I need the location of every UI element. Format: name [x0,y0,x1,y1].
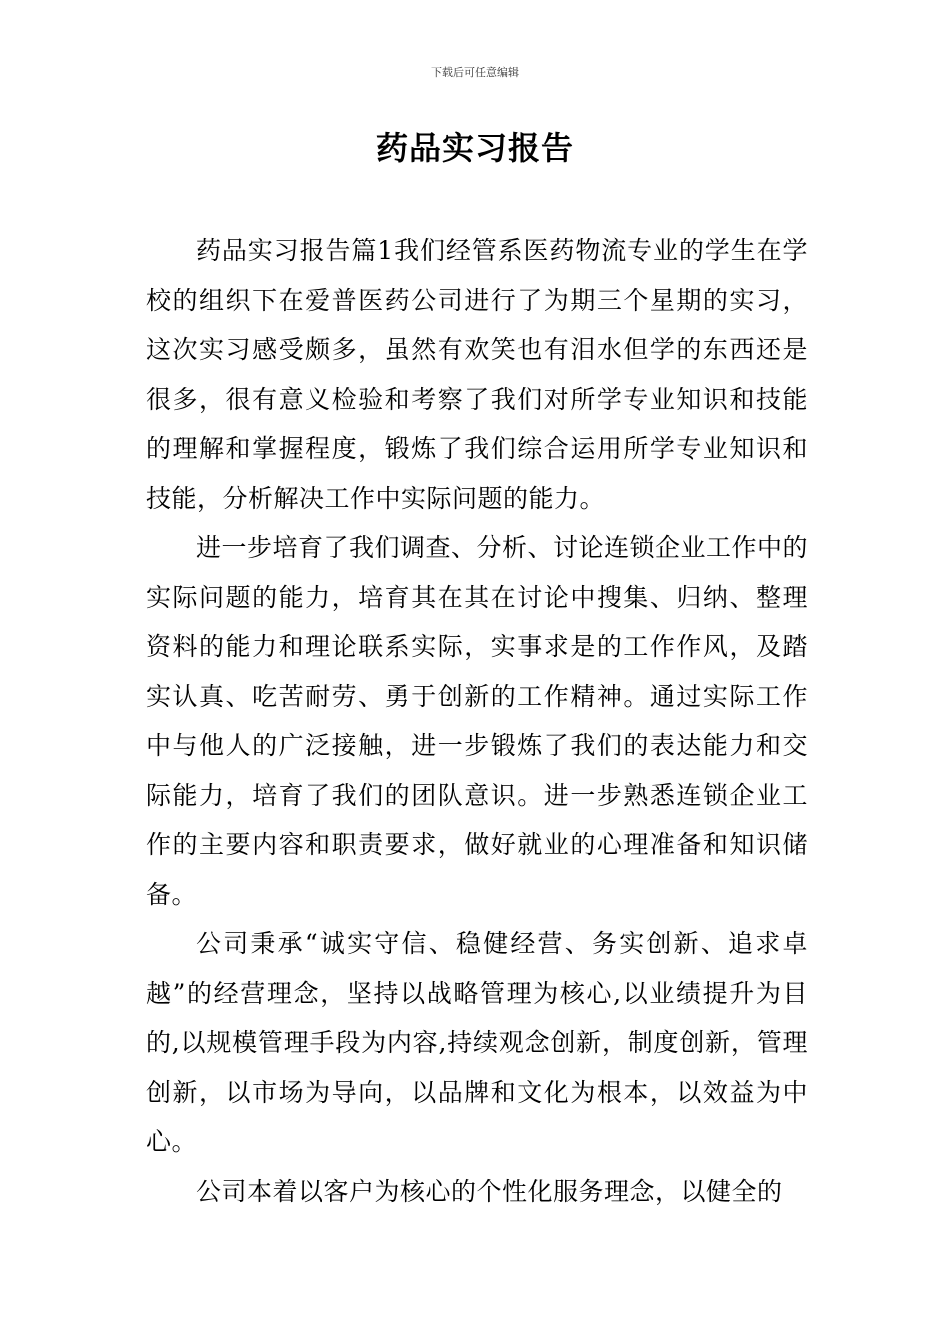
paragraph-1: 药品实习报告篇1我们经管系医药物流专业的学生在学校的组织下在爱普医药公司进行了为期三个星期的实习，这次实习感受颇多，虽然有欢笑也有泪水但学的东西还是很多，很有意义检验和考察了我们对所学专业知识和技能的理解和掌握程度，锻炼了我们综合运用所学专业知识和技能，分析解决工作中实际问题的能力。 [146,236,808,513]
paragraph-4: 公司本着以客户为核心的个性化服务理念，以健全的 [196,1176,783,1206]
paragraph-2: 进一步培育了我们调查、分析、讨论连锁企业工作中的实际问题的能力，培育其在其在讨论中搜集、归纳、整理资料的能力和理论联系实际，实事求是的工作作风，及踏实认真、吃苦耐劳、勇于创新的工作精神。通过实际工作中与他人的广泛接触，进一步锻炼了我们的表达能力和交际能力，培育了我们的团队意识。进一步熟悉连锁企业工作的主要内容和职责要求，做好就业的心理准备和知识储备。 [146,533,809,909]
paragraph-3: 公司秉承“诚实守信、稳健经营、务实创新、追求卓越”的经营理念，坚持以战略管理为核心,以业绩提升为目的,以规模管理手段为内容,持续观念创新，制度创新，管理创新，以市场为导向，以品牌和文化为根本，以效益为中心。 [146,929,808,1156]
header-note: 下载后可任意编辑 [431,66,519,79]
document-body [146,226,808,1216]
document-title: 药品实习报告 [375,129,574,167]
